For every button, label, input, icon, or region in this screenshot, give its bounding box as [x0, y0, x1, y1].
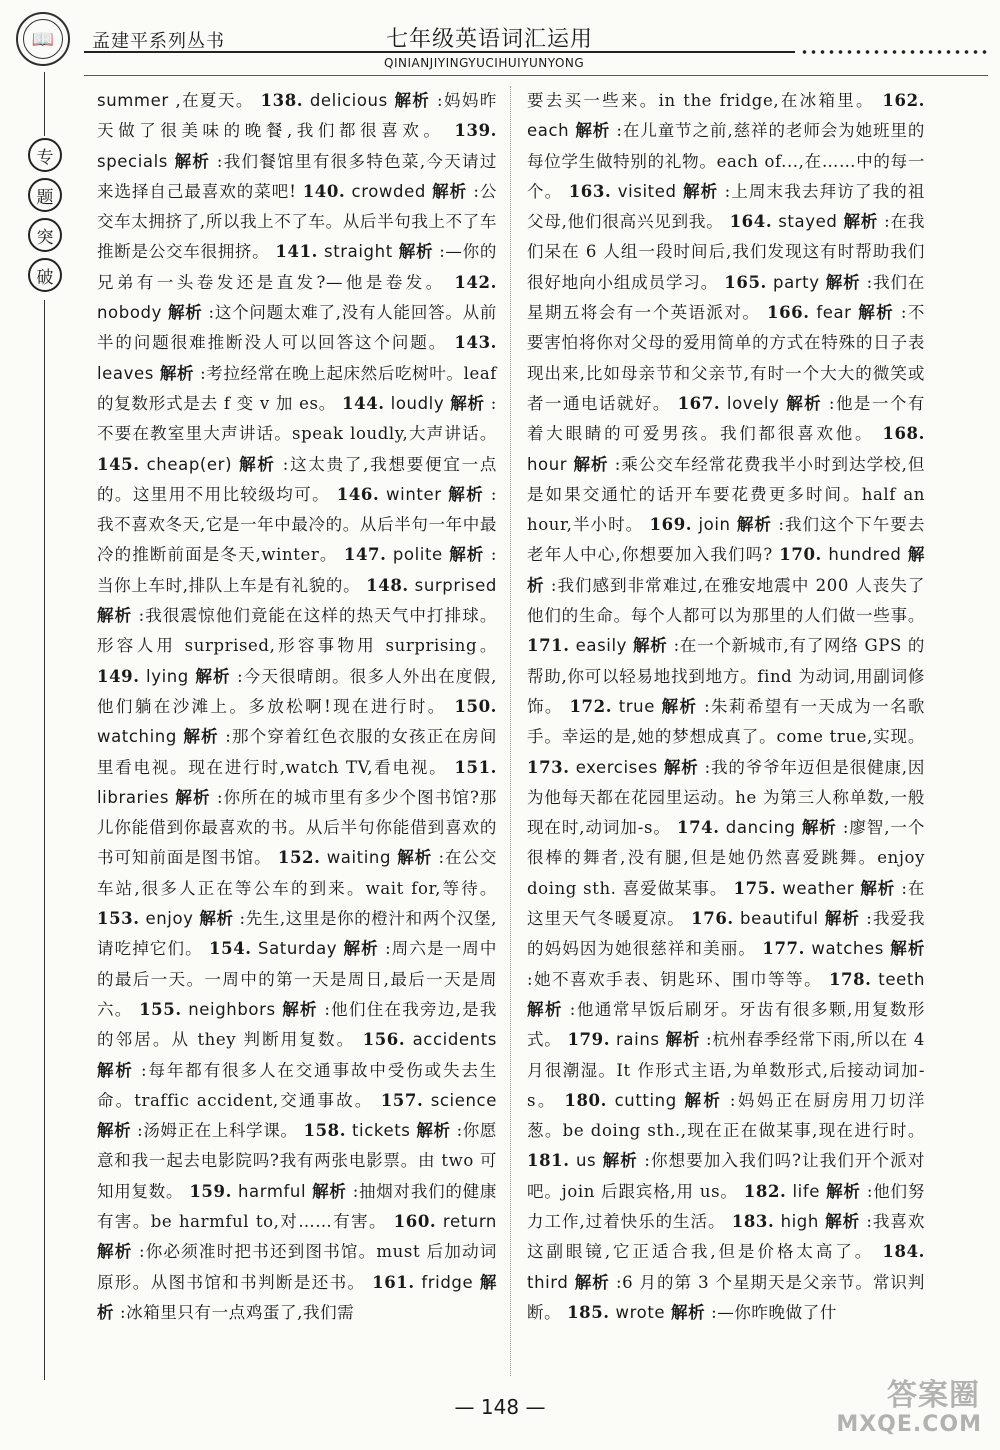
answer-number: 150. [454, 696, 497, 716]
sidebar-line-top [44, 72, 45, 136]
analysis-label: 解析 [174, 151, 211, 171]
answer-number: 147. [343, 545, 387, 565]
analysis-label: 解析 [282, 999, 318, 1019]
analysis-label: 解析 [159, 363, 195, 383]
answer-word: winter [386, 484, 442, 504]
answer-word: enjoy [145, 909, 194, 929]
analysis-text: :他是一个有着大眼睛的可爱男孩。我们都很喜欢他。 [527, 393, 925, 444]
analysis-label: 解析 [786, 393, 823, 413]
analysis-label: 解析 [843, 212, 879, 232]
analysis-label: 解析 [575, 121, 611, 141]
analysis-text: :廖智,一个很棒的舞者,没有腿,但是她仍然喜爱跳舞。enjoy doing sth. 喜爱做某事。 [527, 818, 925, 898]
answer-word: crowded [351, 181, 426, 201]
answer-entry [527, 697, 925, 746]
analysis-text: :杭州春季经常下雨,所以在 4 月很潮湿。It 作形式主语,为单数形式,后接动词加-s。 [527, 1030, 925, 1110]
answer-entry [527, 1091, 925, 1140]
analysis-label: 解析 [97, 1242, 133, 1262]
watermark-top-text: 答案圈 [887, 1378, 980, 1413]
analysis-label: 解析 [175, 787, 211, 807]
answer-word: wrote [615, 1302, 666, 1322]
analysis-text: :这太贵了,我想要便宜一点的。这里用不用比较级均可。 [97, 454, 497, 504]
analysis-text: :在这里天气冬暖夏凉。 [527, 878, 925, 929]
analysis-text: :妈妈昨天做了很美味的晚餐,我们都很喜欢。 [97, 91, 497, 141]
analysis-label: 解析 [448, 484, 485, 504]
answer-number: 154. [209, 939, 252, 959]
analysis-text: :在我们呆在 6 人组一段时间后,我们发现这有时帮助我们很好地向小组成员学习。 [527, 212, 925, 292]
answer-number: 185. [567, 1302, 610, 1322]
analysis-text: :在一个新城市,有了网络 GPS 的帮助,你可以轻易地找到地方。find 为动词,用副词修饰。 [527, 636, 925, 716]
analysis-label: 解析 [736, 515, 772, 535]
analysis-label: 解析 [825, 1211, 861, 1231]
answer-number: 166. [767, 303, 810, 323]
analysis-text: :先生,这里是你的橙汁和两个汉堡,请吃掉它们。 [97, 909, 498, 959]
analysis-text: :她不喜欢手表、钥匙环、围巾等等。 [527, 969, 823, 989]
answer-word: dancing [725, 818, 796, 838]
answer-number: 178. [828, 969, 872, 989]
analysis-text: :抽烟对我们的健康有害。be harmful to,对……有害。 [97, 1181, 497, 1231]
book-subtitle: QINIANJIYINGYUCIHUIYUNYONG [384, 56, 585, 70]
answer-number: 142. [454, 272, 497, 292]
answer-number: 167. [677, 393, 721, 413]
analysis-text: :不要在教室里大声讲话。speak loudly,大声讲话。 [97, 393, 497, 444]
watermark-logo [790, 1370, 990, 1445]
analysis-label: 解析 [97, 1121, 132, 1141]
analysis-label: 解析 [801, 818, 837, 838]
header-thin-rule [84, 75, 988, 76]
answer-number: 157. [380, 1090, 424, 1110]
answer-entry [97, 91, 254, 110]
analysis-text: :在儿童节之前,慈祥的老师会为她班里的每位学生做特别的礼物。each of...,在……中的每一个。 [527, 121, 925, 201]
analysis-label: 解析 [682, 181, 719, 201]
analysis-label: 解析 [671, 1302, 706, 1322]
book-emblem-icon: 📖 [23, 19, 63, 59]
answer-word: delicious [309, 91, 388, 110]
logo [16, 12, 70, 66]
analysis-label: 解析 [527, 545, 925, 595]
analysis-text: :妈妈正在厨房用刀切洋葱。be doing sth.,现在正在做某事,现在进行时。 [527, 1090, 925, 1141]
analysis-label: 解析 [602, 1151, 638, 1171]
page-number-value: 148 [480, 1395, 520, 1419]
answer-word: each [527, 121, 570, 141]
answer-word: specials [97, 151, 168, 171]
answer-word: beautiful [740, 909, 819, 929]
answer-number: 171. [527, 636, 570, 656]
answer-number: 140. [302, 181, 346, 201]
answer-entry [527, 91, 875, 110]
answer-word: easily [575, 636, 628, 656]
answer-word: harmful [237, 1181, 307, 1201]
answer-number: 179. [567, 1030, 611, 1050]
analysis-text: :今天很晴朗。很多人外出在度假,他们躺在沙滩上。多放松啊!现在进行时。 [97, 666, 497, 716]
analysis-text: :他通常早饭后刷牙。牙齿有很多颗,用复数形式。 [527, 999, 925, 1050]
analysis-text: :在公交车站,很多人正在等公车的到来。wait for,等待。 [97, 848, 497, 898]
answer-word: straight [324, 242, 393, 262]
answer-number: 162. [882, 91, 925, 110]
answer-word: libraries [97, 787, 170, 807]
answer-number: 159. [189, 1181, 232, 1201]
analysis-text: :汤姆正在上科学课。 [137, 1121, 298, 1141]
analysis-label: 解析 [661, 696, 698, 716]
answer-number: 183. [731, 1211, 775, 1231]
analysis-text: :你所在的城市里有多少个图书馆?那儿你能借到你最喜欢的书。从后半句你能借到喜欢的书可知前面是图书馆。 [97, 787, 497, 868]
analysis-text: :我不喜欢冬天,它是一年中最冷的。从后半句一年中最冷的推断前面是冬天,winter。 [97, 484, 497, 565]
analysis-label: 解析 [890, 939, 925, 959]
answer-word: neighbors [188, 999, 276, 1019]
answer-word: nobody [97, 303, 162, 323]
sidebar-badge: 破 [28, 258, 62, 292]
analysis-label: 解析 [167, 303, 203, 323]
answer-number: 146. [336, 484, 380, 504]
answer-word: hour [527, 454, 568, 474]
analysis-text: :我们餐馆里有很多特色菜,今天请过来选择自己最喜欢的菜吧! [97, 151, 497, 201]
analysis-label: 解析 [343, 939, 379, 959]
analysis-label: 解析 [824, 909, 860, 929]
answer-number: 161. [372, 1272, 415, 1292]
answer-word: join [698, 515, 731, 535]
answer-word: surprised [414, 575, 497, 595]
answer-word: hundred [828, 545, 902, 565]
analysis-text: :我们这个下午要去老年人中心,你想要加入我们吗? [527, 515, 925, 565]
answer-word: stayed [778, 212, 838, 232]
analysis-label: 解析 [432, 181, 468, 201]
answer-number: 170. [779, 545, 822, 565]
analysis-label: 解析 [312, 1181, 347, 1201]
left-answer-column [97, 86, 497, 1328]
answer-number: 141. [275, 242, 319, 262]
analysis-label: 解析 [825, 272, 861, 292]
page-number: — 148 — [454, 1395, 546, 1419]
analysis-text: :我的爷爷年迈但是很健康,因为他每天都在花园里运动。he 为第三人称单数,一般现在时,动词加-s。 [527, 757, 925, 838]
analysis-label: 解析 [239, 454, 276, 474]
analysis-text: :考拉经常在晚上起床然后吃树叶。leaf 的复数形式是去 f 变 v 加 es。 [97, 363, 497, 413]
watermark-bottom-text: MXQE.COM [836, 1412, 982, 1437]
analysis-text: :当你上车时,排队上车是有礼貌的。 [97, 545, 497, 595]
analysis-text: :我们在星期五将会有一个英语派对。 [527, 272, 925, 323]
analysis-text: :乘公交车经常花费我半小时到达学校,但是如果交通忙的话开车要花费更多时间。half an hour,半小时。 [527, 454, 925, 535]
answer-word: teeth [878, 969, 925, 989]
answer-word: watches [811, 939, 884, 959]
answer-word: third [527, 1272, 569, 1292]
right-answer-column [527, 86, 925, 1328]
analysis-text: :那个穿着红色衣服的女孩正在房间里看电视。现在进行时,watch TV,看电视。 [97, 727, 497, 777]
answer-number: 153. [97, 909, 140, 929]
answer-word: loudly [390, 393, 445, 413]
analysis-label: 解析 [97, 606, 133, 626]
analysis-text: :—你的兄弟有一头卷发还是直发?—他是卷发。 [97, 242, 497, 292]
analysis-label: 解析 [665, 1030, 701, 1050]
analysis-text: :我很震惊他们竟能在这样的热天气中打排球。形容人用 surprised,形容事物用 surprising。 [97, 606, 497, 656]
answer-word: true [618, 696, 655, 716]
answer-number: 181. [527, 1151, 570, 1171]
analysis-label: 解析 [183, 727, 219, 747]
answer-word: waiting [326, 848, 392, 868]
answer-number: 164. [729, 212, 773, 232]
analysis-label: 解析 [195, 666, 231, 686]
answer-word: accidents [412, 1030, 497, 1050]
analysis-label: 解析 [199, 909, 234, 929]
header-dot-rule [800, 47, 990, 57]
analysis-label: 解析 [858, 303, 895, 323]
analysis-text: :6 月的第 3 个星期天是父亲节。常识判断。 [527, 1272, 925, 1322]
analysis-text: :每年都有很多人在交通事故中受伤或失去生命。traffic accident,交通事故。 [97, 1060, 497, 1110]
answer-word: leaves [97, 363, 154, 383]
analysis-text: :我爱我的妈妈因为她很慈祥和美丽。 [527, 909, 925, 959]
answer-number: 172. [569, 696, 613, 716]
analysis-label: 解析 [684, 1090, 723, 1110]
answer-number: 173. [527, 757, 570, 777]
column-divider [510, 86, 511, 1376]
answer-word: summer [97, 91, 169, 110]
analysis-text: :朱莉希望有一天成为一名歌手。幸运的是,她的梦想成真了。come true,实现。 [527, 696, 925, 747]
sidebar-badge: 专 [28, 138, 62, 172]
answer-word: us [575, 1151, 597, 1171]
analysis-label: 解析 [97, 1272, 498, 1322]
answer-word: exercises [575, 757, 658, 777]
answer-number: 182. [743, 1181, 787, 1201]
answer-number: 168. [882, 424, 925, 444]
answer-entry [567, 1303, 837, 1322]
analysis-text: :不要害怕将你对父母的爱用简单的方式在特殊的日子表现出来,比如母亲节和父亲节,有时一个大大的微笑或者一通电话就好。 [527, 303, 925, 413]
answer-word: fear [816, 303, 852, 323]
analysis-label: 解析 [527, 999, 564, 1019]
analysis-label: 解析 [573, 454, 609, 474]
answer-word: high [780, 1211, 819, 1231]
answer-number: 160. [393, 1211, 437, 1231]
answer-number: 169. [649, 515, 693, 535]
answer-number: 165. [724, 272, 767, 292]
answer-word: life [792, 1181, 820, 1201]
analysis-text: :你想要加入我们吗?让我们开个派对吧。join 后跟宾格,用 us。 [527, 1151, 925, 1201]
answer-word: tickets [351, 1121, 411, 1141]
answer-number: 138. [260, 91, 304, 110]
answer-word: fridge [421, 1272, 474, 1292]
answer-word: cheap(er) [146, 454, 233, 474]
series-name: 孟建平系列丛书 [92, 31, 225, 52]
answer-number: 152. [277, 848, 321, 868]
book-title: 七年级英语词汇运用 [386, 27, 594, 52]
analysis-label: 解析 [450, 393, 485, 413]
analysis-text: :—你昨晚做了什 [711, 1302, 837, 1322]
analysis-text: :冰箱里只有一点鸡蛋了,我们需 [119, 1302, 355, 1322]
answer-number: 139. [454, 121, 497, 141]
answer-number: 143. [454, 333, 497, 353]
sidebar-line-bottom [44, 300, 45, 1380]
analysis-label: 解析 [574, 1272, 610, 1292]
answer-word: Saturday [258, 939, 338, 959]
answer-word: watching [97, 727, 177, 747]
answer-word: lying [146, 666, 189, 686]
answer-word: return [442, 1211, 497, 1231]
answer-number: 175. [733, 878, 777, 898]
answer-number: 144. [342, 393, 385, 413]
answer-number: 156. [362, 1030, 406, 1050]
answer-number: 174. [677, 818, 720, 838]
analysis-label: 解析 [97, 1060, 134, 1080]
answer-number: 158. [303, 1121, 347, 1141]
analysis-label: 解析 [663, 757, 699, 777]
analysis-text: 要去买一些来。in the fridge,在冰箱里。 [527, 91, 875, 110]
answer-number: 177. [762, 939, 805, 959]
answer-number: 151. [454, 757, 497, 777]
answer-word: rains [616, 1030, 660, 1050]
answer-number: 184. [882, 1242, 925, 1262]
answer-entry [97, 667, 497, 716]
analysis-text: :周六是一周中的最后一天。一周中的第一天是周日,最后一天是周六。 [97, 939, 497, 1019]
answer-word: weather [782, 878, 855, 898]
analysis-label: 解析 [394, 91, 431, 110]
analysis-text: :这个问题太难了,没有人能回答。从前半的问题很难推断没人可以回答这个问题。 [97, 303, 497, 353]
analysis-label: 解析 [826, 1181, 861, 1201]
analysis-text: :他们努力工作,过着快乐的生活。 [527, 1181, 925, 1231]
analysis-text: ,在夏天。 [175, 91, 254, 110]
answer-number: 149. [97, 666, 140, 686]
analysis-text: :上周末我去拜访了我的祖父母,他们很高兴见到我。 [527, 181, 925, 232]
answer-number: 145. [97, 454, 140, 474]
analysis-label: 解析 [397, 848, 433, 868]
answer-number: 155. [139, 999, 182, 1019]
analysis-label: 解析 [449, 545, 485, 565]
analysis-text: :我喜欢这副眼镜,它正适合我,但是价格太高了。 [527, 1211, 925, 1262]
analysis-text: :你必须准时把书还到图书馆。must 后加动词原形。从图书馆和书判断是还书。 [97, 1242, 497, 1292]
answer-word: visited [617, 181, 677, 201]
answer-word: party [773, 272, 820, 292]
analysis-text: :公交车太拥挤了,所以我上不了车。从后半句我上不了车推断是公交车很拥挤。 [97, 181, 497, 262]
answer-number: 163. [568, 181, 612, 201]
sidebar-badge: 题 [28, 178, 62, 212]
analysis-label: 解析 [398, 242, 434, 262]
answer-word: polite [392, 545, 443, 565]
sidebar-badge: 突 [28, 218, 62, 252]
answer-word: cutting [614, 1090, 677, 1110]
answer-number: 180. [564, 1090, 607, 1110]
analysis-text: :我们感到非常难过,在雅安地震中 200 人丧失了他们的生命。每个人都可以为那里的人们做一些事。 [527, 575, 925, 626]
analysis-label: 解析 [416, 1121, 451, 1141]
answer-number: 148. [366, 575, 409, 595]
analysis-text: :他们住在我旁边,是我的邻居。从 they 判断用复数。 [97, 999, 497, 1050]
analysis-label: 解析 [633, 636, 668, 656]
analysis-text: :你愿意和我一起去电影院吗?我有两张电影票。由 two 可知用复数。 [97, 1121, 497, 1201]
answer-word: science [430, 1090, 497, 1110]
header-rule [84, 51, 795, 53]
answer-number: 176. [691, 909, 734, 929]
analysis-label: 解析 [860, 878, 896, 898]
answer-word: lovely [726, 393, 780, 413]
